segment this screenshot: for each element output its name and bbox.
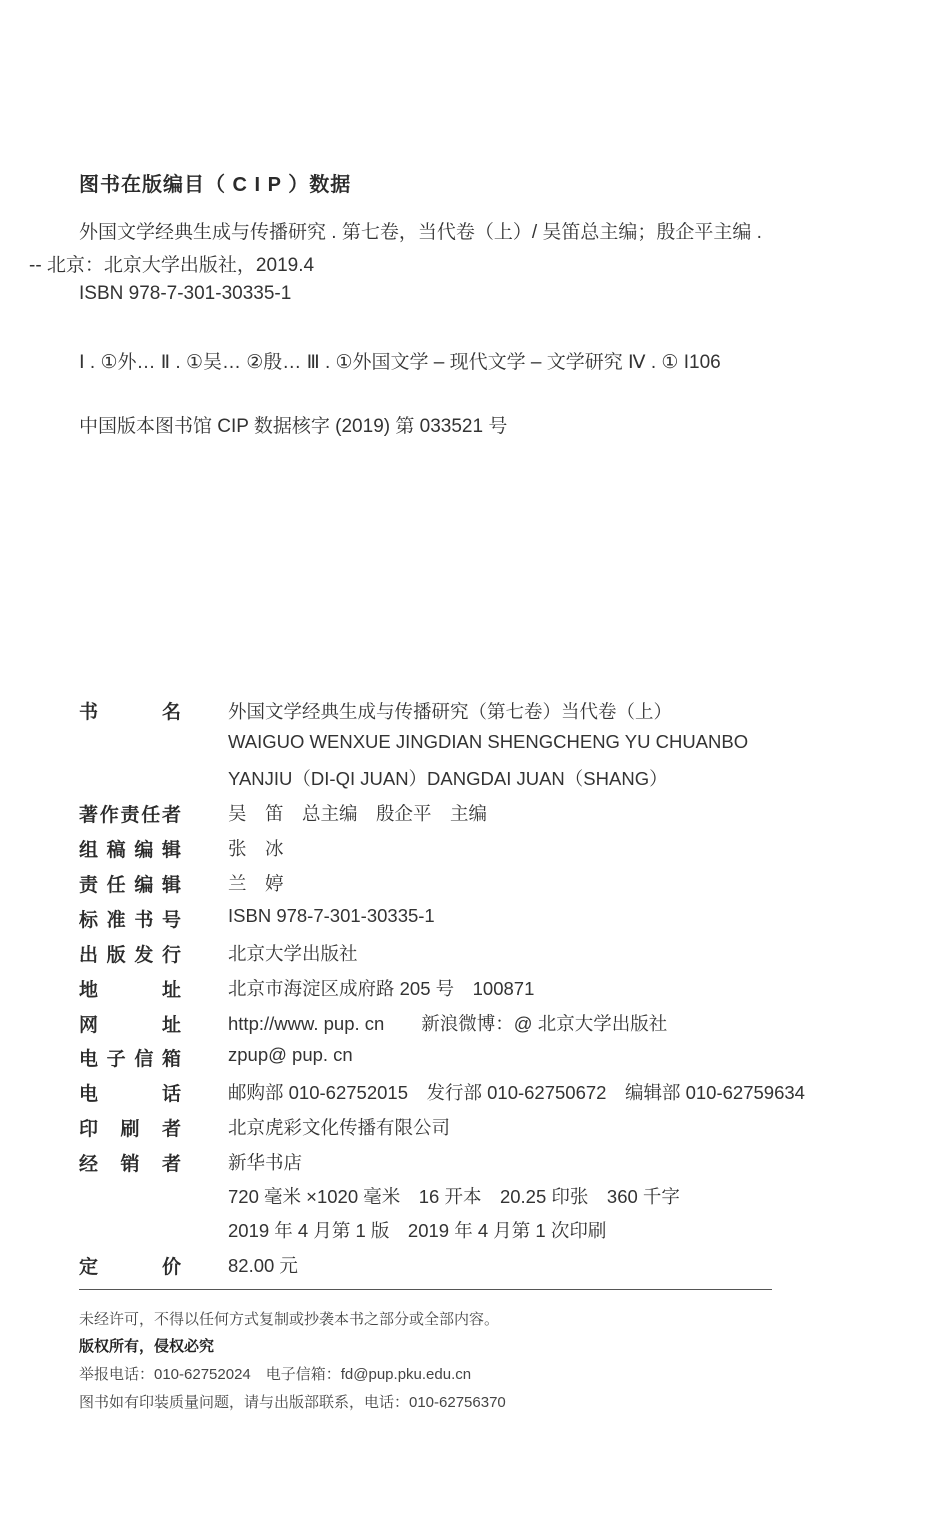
cip-publisher-line: -- 北京：北京大学出版社，2019.4 [29,255,315,276]
cip-number: 中国版本图书馆 CIP 数据核字 (2019) 第 033521 号 [79,416,508,437]
footer-report: 举报电话：010-62752024 电子信箱：fd@pup.pku.edu.cn [79,1366,472,1383]
label-publisher: 出 版 发 行 [79,945,181,966]
value-price: 82.00 元 [228,1255,298,1276]
value-address: 北京市海淀区成府路 205 号 100871 [228,978,535,999]
value-website: http://www. pup. cn 新浪微博：@ 北京大学出版社 [228,1013,668,1034]
footer-notice: 未经许可，不得以任何方式复制或抄袭本书之部分或全部内容。 [79,1311,500,1328]
label-responsible-editor: 责 任 编 辑 [79,875,181,896]
footer-quality: 图书如有印装质量问题，请与出版部联系，电话：010-62756370 [79,1394,506,1411]
value-printer: 北京虎彩文化传播有限公司 [228,1117,451,1138]
divider-line [79,1289,772,1290]
cip-heading: 图书在版编目（ C I P ）数据 [79,174,352,196]
value-format: 720 毫米 ×1020 毫米 16 开本 20.25 印张 360 千字 [228,1186,680,1207]
value-responsible-editor: 兰 婷 [228,873,284,894]
value-publisher: 北京大学出版社 [228,943,358,964]
value-title-pinyin-1: WAIGUO WENXUE JINGDIAN SHENGCHENG YU CHUANBO [228,731,749,752]
label-isbn: 标 准 书 号 [79,910,181,931]
value-edition: 2019 年 4 月第 1 版 2019 年 4 月第 1 次印刷 [228,1220,607,1241]
label-title: 书 名 [79,702,181,723]
cip-title-line: 外国文学经典生成与传播研究 . 第七卷，当代卷（上）/ 吴笛总主编；殷企平主编 . [79,222,762,243]
value-distributor: 新华书店 [228,1152,303,1173]
value-title-cn: 外国文学经典生成与传播研究（第七卷）当代卷（上） [228,701,673,722]
label-printer: 印 刷 者 [79,1119,181,1140]
value-title-pinyin-2: YANJIU（DI-QI JUAN）DANGDAI JUAN（SHANG） [228,768,668,789]
value-isbn: ISBN 978-7-301-30335-1 [228,905,435,926]
label-price: 定 价 [79,1257,181,1278]
label-distributor: 经 销 者 [79,1154,181,1175]
value-email: zpup@ pup. cn [228,1044,353,1065]
cip-isbn: ISBN 978-7-301-30335-1 [79,283,292,304]
label-website: 网 址 [79,1015,181,1036]
label-editor: 组 稿 编 辑 [79,840,181,861]
label-phone: 电 话 [79,1084,181,1105]
value-editor: 张 冰 [228,838,284,859]
label-address: 地 址 [79,980,181,1001]
value-phone: 邮购部 010-62752015 发行部 010-62750672 编辑部 010-62759634 [228,1082,805,1103]
label-email: 电 子 信 箱 [79,1049,181,1070]
footer-rights: 版权所有，侵权必究 [79,1338,215,1355]
value-author: 吴 笛 总主编 殷企平 主编 [228,803,488,824]
label-author: 著 作 责 任 者 [79,805,181,826]
cip-classification: Ⅰ . ①外… Ⅱ . ①吴… ②殷… Ⅲ . ①外国文学 – 现代文学 – 文学研究 Ⅳ . ① I106 [79,352,721,373]
